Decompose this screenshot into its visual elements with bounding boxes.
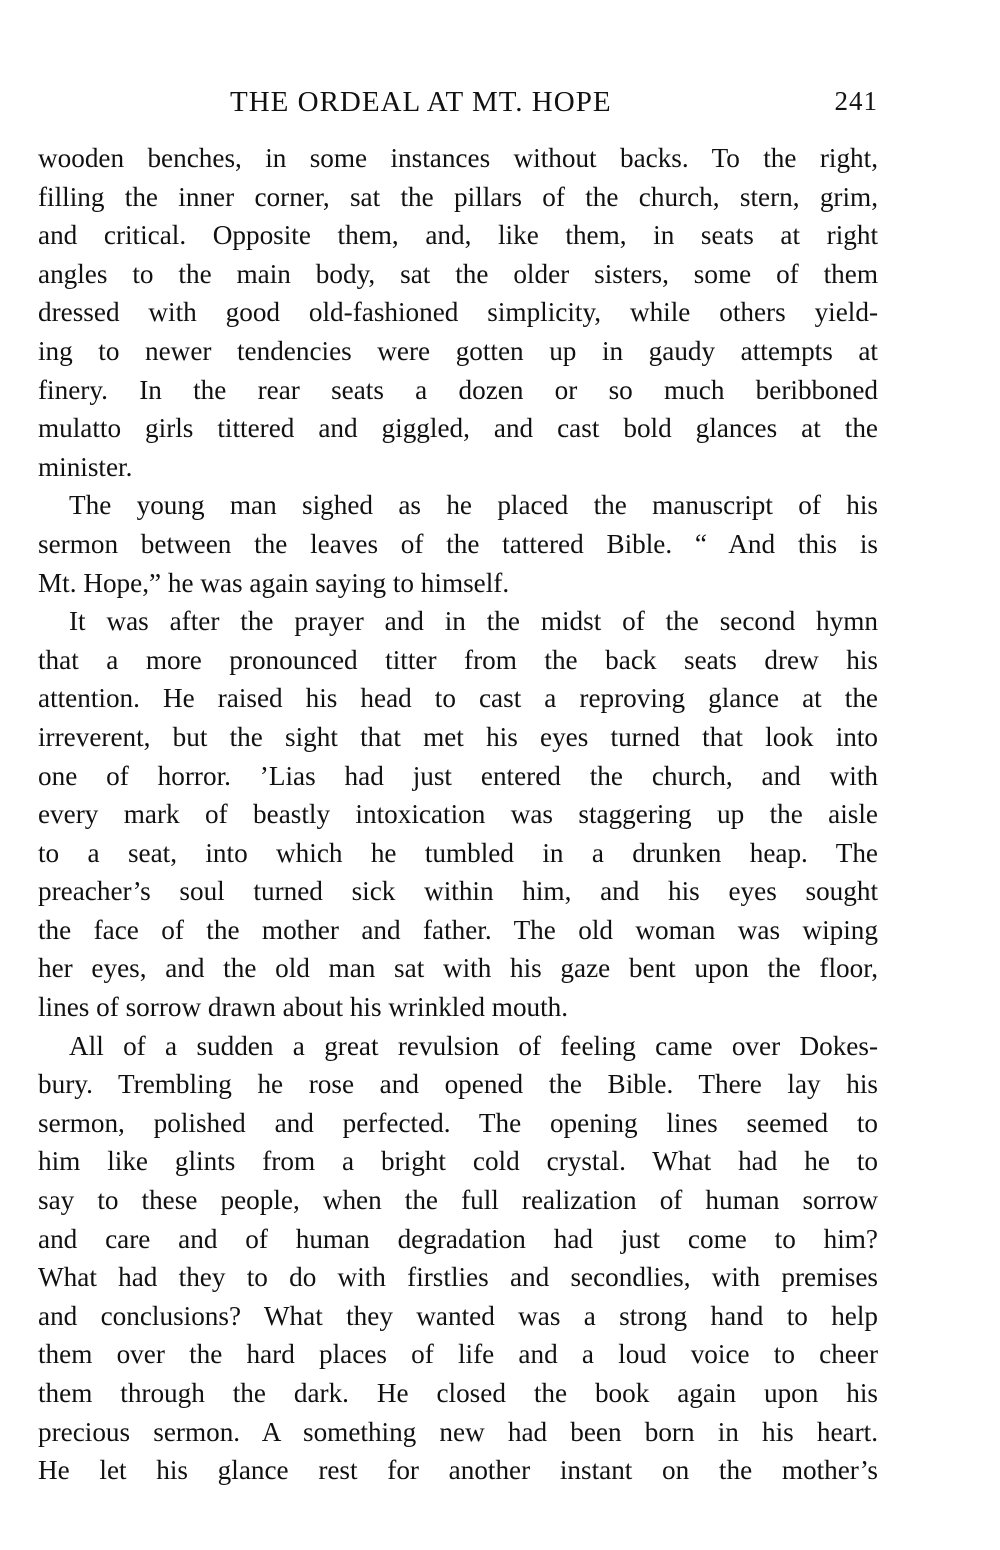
text-line: Mt. Hope,” he was again saying to himself. <box>38 567 510 598</box>
text-line: mulatto girls tittered and giggled, and cast bold glances at the <box>38 413 878 444</box>
text-line: bury. Trembling he rose and opened the Bible. There lay his <box>38 1069 878 1100</box>
paragraph-first-line: The young man sighed as he placed the manuscript of his <box>69 490 878 521</box>
text-line: one of horror. ’Lias had just entered the church, and with <box>38 760 878 791</box>
text-line: sermon, polished and perfected. The opening lines seemed to <box>38 1107 878 1138</box>
text-line: attention. He raised his head to cast a reproving glance at the <box>38 683 878 714</box>
text-line: filling the inner corner, sat the pillars of the church, stern, grim, <box>38 181 878 212</box>
text-line: wooden benches, in some instances without backs. To the right, <box>38 143 878 173</box>
text-line: minister. <box>38 451 133 482</box>
text-line: say to these people, when the full realization of human sorrow <box>38 1185 878 1216</box>
text-line: every mark of beastly intoxication was staggering up the aisle <box>38 799 878 830</box>
text-line: that a more pronounced titter from the back seats drew his <box>38 644 878 675</box>
page-number: 241 <box>834 86 878 116</box>
text-line: and care and of human degradation had just come to him? <box>38 1223 878 1254</box>
body-text <box>38 139 878 1490</box>
text-line: him like glints from a bright cold crystal. What had he to <box>38 1146 878 1177</box>
text-line: irreverent, but the sight that met his eyes turned that look into <box>38 721 878 752</box>
text-line: sermon between the leaves of the tattered Bible. “ And this is <box>38 528 878 559</box>
text-line: her eyes, and the old man sat with his gaze bent upon the floor, <box>38 953 878 984</box>
paragraph-first-line: All of a sudden a great revulsion of feeling came over Dokes- <box>69 1030 878 1061</box>
text-line: ing to newer tendencies were gotten up in gaudy attempts at <box>38 335 878 366</box>
text-line: them over the hard places of life and a loud voice to cheer <box>38 1339 878 1370</box>
text-line: them through the dark. He closed the book again upon his <box>38 1378 878 1408</box>
text-line: He let his glance rest for another instant on the mother’s <box>38 1455 878 1486</box>
text-line: precious sermon. A something new had been born in his heart. <box>38 1416 878 1447</box>
running-title: THE ORDEAL AT MT. HOPE <box>230 86 612 118</box>
text-line: dressed with good old-fashioned simplicity, while others yield- <box>38 297 878 328</box>
text-line: preacher’s soul turned sick within him, and his eyes sought <box>38 876 878 907</box>
text-line: lines of sorrow drawn about his wrinkled mouth. <box>38 992 569 1023</box>
text-line: finery. In the rear seats a dozen or so much beribboned <box>38 374 878 405</box>
paragraph-first-line: It was after the prayer and in the midst of the second hymn <box>69 606 878 637</box>
text-line: to a seat, into which he tumbled in a drunken heap. The <box>38 837 878 868</box>
running-head <box>38 86 878 126</box>
text-line: angles to the main body, sat the older sisters, some of them <box>38 258 878 289</box>
text-line: and conclusions? What they wanted was a strong hand to help <box>38 1300 878 1331</box>
text-line: and critical. Opposite them, and, like them, in seats at right <box>38 220 878 251</box>
text-line: What had they to do with firstlies and secondlies, with premises <box>38 1262 878 1293</box>
text-line: the face of the mother and father. The old woman was wiping <box>38 914 878 945</box>
